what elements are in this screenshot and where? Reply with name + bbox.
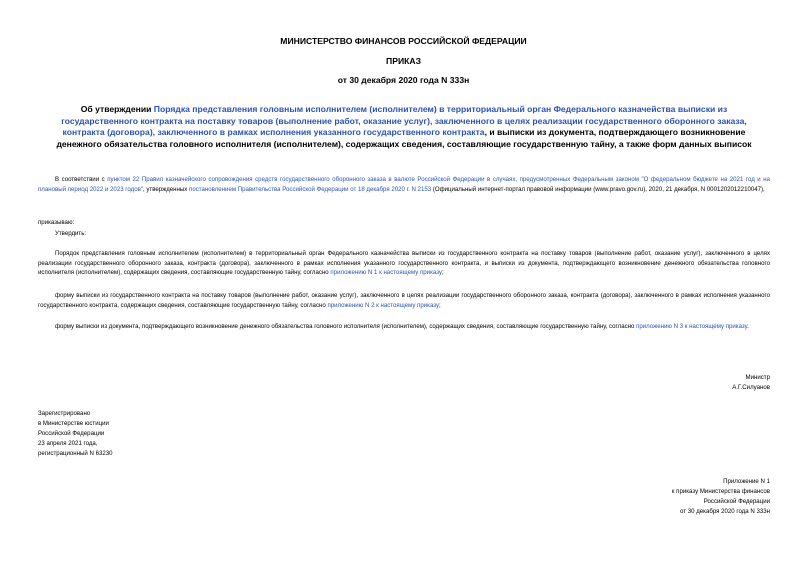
item-obligation-form xyxy=(38,322,770,332)
title-procedure-link[interactable]: Порядка представления головным исполнителем (исполнителем) в территориальный орган Федерального казначейства выписки из государственного контракта на поставку товаров (выполнение работ, оказание услуг), заключенного в целях реализации государственного оборонного заказа, контракта (договора), заключенного в рамках исполнения указанного государственного контракта xyxy=(61,104,747,137)
registration-block xyxy=(38,409,238,459)
document-title xyxy=(48,104,760,150)
signature-block xyxy=(570,373,770,393)
item-contract-form-end: ; xyxy=(439,301,441,309)
appendix-line-4: от 30 декабря 2020 года N 333н xyxy=(679,508,770,515)
item-contract-form xyxy=(38,291,770,310)
order-heading: ПРИКАЗ xyxy=(386,56,421,66)
registration-line-3: Российской Федерации xyxy=(38,430,105,437)
registration-line-5: регистрационный N 63230 xyxy=(38,450,113,457)
registration-line-2: в Министерстве юстиции xyxy=(38,420,109,427)
appendix-header xyxy=(530,477,770,517)
item-obligation-form-end: . xyxy=(747,323,749,330)
appendix-line-2: к приказу Министерства финансов xyxy=(671,488,770,495)
title-prefix: Об утверждении xyxy=(80,104,154,114)
appendix-1-link[interactable]: приложению N 1 к настоящему приказу xyxy=(330,269,442,277)
preamble-text-3: (Официальный интернет-портал правовой информации (www.pravo.gov.ru), 2020, 21 декабря, N 0001202012210047), xyxy=(431,185,765,193)
rules-link[interactable]: пунктом 22 Правил казначейского сопровождения средств государственного оборонного заказа в валюте Российской Федерации в случаях, предусмотренных Федеральным законом "О федеральном бюджете на 2021 год и на плановый период 2022 и 2023 годов" xyxy=(38,176,770,193)
item-procedure xyxy=(38,249,770,278)
item-procedure-text: Порядок представления головным исполнителем (исполнителем) в территориальный орган Федерального казначейства выписки из государственного контракта на поставку товаров (выполнение работ, оказание услуг), заключенного в целях реализации государственного оборонного заказа, контракта (договора), заключенного в рамках исполнения указанного государственного контракта, и выписки из документа, подтверждающего возникновение денежного обязательства головного исполнителя (исполнителем), содержащих сведения, составляющие государственную тайну, согласно xyxy=(38,250,770,277)
preamble-paragraph xyxy=(38,175,770,194)
item-procedure-end: ; xyxy=(441,269,444,277)
resolution-link[interactable]: постановлением Правительства Российской Федерации от 18 декабря 2020 г. N 2153 xyxy=(189,185,432,193)
item-contract-form-text: форму выписки из государственного контракта на поставку товаров (выполнение работ, оказание услуг), заключенного в целях реализации государственного оборонного заказа, контракта (договора), заключенного в рамках исполнения указанного государственного контракта, содержащих сведения, составляющие государственную тайну, согласно xyxy=(38,292,770,309)
order-date: от 30 декабря 2020 года N 333н xyxy=(337,75,470,85)
order-directive: приказываю: xyxy=(38,219,75,226)
item-obligation-form-text: форму выписки из документа, подтверждающего возникновение денежного обязательства головного исполнителя (исполнителем), содержащих сведения, составляющие государственную тайну, согласно xyxy=(55,323,637,330)
appendix-line-3: Российской Федерации xyxy=(703,498,770,505)
registration-line-4: 23 апреля 2021 года, xyxy=(38,440,98,447)
approve-label xyxy=(38,229,770,239)
signatory-name: А.Г.Силуанов xyxy=(732,384,770,391)
approve-text: Утвердить: xyxy=(55,230,87,237)
title-suffix: , и выписки из документа, подтверждающего возникновение денежного обязательства головного исполнителя (исполнителем), содержащих сведения, составляющие государственную тайну, а также форм данных выписок xyxy=(56,127,752,149)
registration-line-1: Зарегистрировано xyxy=(38,410,91,417)
appendix-2-link[interactable]: приложению N 2 к настоящему приказу xyxy=(327,301,440,309)
preamble-text-2: , утвержденных xyxy=(142,185,190,193)
signatory-position: Министр xyxy=(745,374,770,381)
appendix-line-1: Приложение N 1 xyxy=(723,478,770,485)
preamble-text-1: В соответствии с xyxy=(55,176,108,183)
appendix-3-link[interactable]: приложению N 3 к настоящему приказу xyxy=(636,323,748,330)
ministry-heading: МИНИСТЕРСТВО ФИНАНСОВ РОССИЙСКОЙ ФЕДЕРАЦИИ xyxy=(280,36,527,46)
